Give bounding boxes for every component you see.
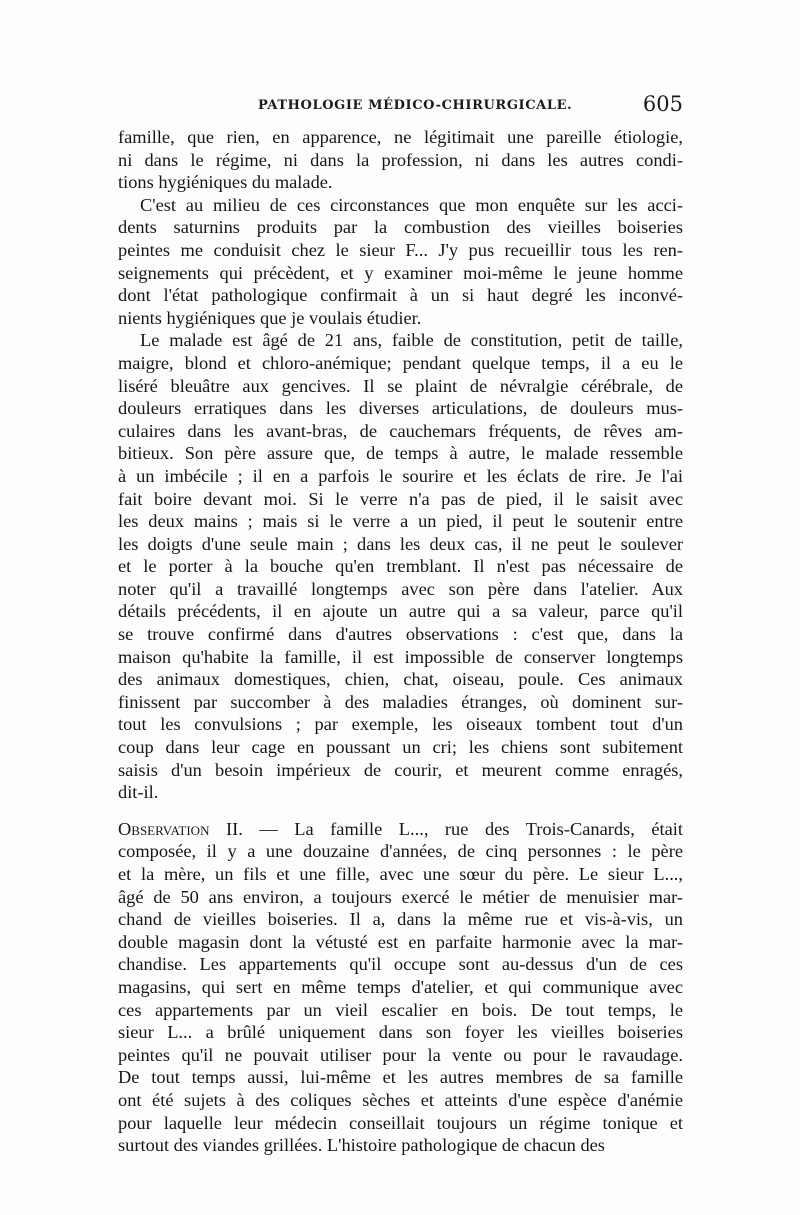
running-title: PATHOLOGIE MÉDICO-CHIRURGICALE. (258, 98, 573, 113)
paragraph (118, 194, 683, 330)
paragraph (118, 329, 683, 803)
text-line: fait boire devant moi. Si le verre n'a pas de pied, il le saisit avec (118, 488, 683, 509)
text-line: culaires dans les avant-bras, de cauchemars fréquents, de rêves am- (118, 420, 683, 441)
text-line: chandise. Les appartements qu'il occupe sont au-dessus d'un de ces (118, 954, 683, 975)
text-line: et le porter à la bouche qu'en tremblant. Il n'est pas nécessaire de (118, 556, 683, 577)
text-line: des animaux domestiques, chien, chat, oiseau, poule. Ces animaux (118, 669, 683, 690)
text-line: à un imbécile ; il en a parfois le sourire et les éclats de rire. Je l'ai (118, 465, 683, 486)
text-line: tout les convulsions ; par exemple, les oiseaux tombent tout d'un (118, 714, 683, 735)
text-line: liséré bleuâtre aux gencives. Il se plaint de névralgie cérébrale, de (118, 375, 683, 396)
text-line: magasins, qui sert en même temps d'atelier, et qui communique avec (118, 976, 683, 997)
text-line: sieur L... a brûlé uniquement dans son foyer les vieilles boiseries (118, 1022, 683, 1043)
text-line: se trouve confirmé dans d'autres observations : c'est que, dans la (118, 624, 683, 645)
observation-heading: Observation II. (118, 818, 243, 839)
text-line: peintes qu'il ne pouvait utiliser pour la vente ou pour le ravaudage. (118, 1044, 683, 1065)
text-line: pour laquelle leur médecin conseillait toujours un régime tonique et (118, 1112, 683, 1133)
text-line: les doigts d'une seule main ; dans les deux cas, il ne peut le soulever (118, 533, 683, 554)
text-line: ces appartements par un vieil escalier en bois. De tout temps, le (118, 999, 683, 1020)
text-line: saisis d'un besoin impérieux de courir, et meurent comme enragés, (118, 759, 683, 780)
text-line: double magasin dont la vétusté est en parfaite harmonie avec la mar- (118, 931, 683, 952)
text-line: et la mère, un fils et une fille, avec une sœur du père. Le sieur L..., (118, 864, 683, 884)
text-line: nients hygiéniques que je voulais étudier. (118, 307, 422, 328)
paragraph (118, 818, 683, 1157)
text-line: famille, que rien, en apparence, ne légitimait une pareille étiologie, (118, 127, 683, 147)
text-line: peintes me conduisit chez le sieur F... J'y pus recueillir tous les ren- (118, 239, 683, 260)
text-line (118, 818, 683, 841)
text-line: ni dans le régime, ni dans la profession, ni dans les autres condi- (118, 149, 683, 170)
text-line: surtout des viandes grillées. L'histoire pathologique de chacun des (118, 1135, 605, 1156)
text-line-rest: — La famille L..., rue des Trois-Canards, était (242, 818, 683, 839)
text-line: De tout temps aussi, lui-même et les autres membres de sa famille (118, 1067, 683, 1088)
paragraph-gap (118, 804, 683, 818)
text-line: maison qu'habite la famille, il est impossible de conserver longtemps (118, 646, 683, 667)
text-line: C'est au milieu de ces circonstances que mon enquête sur les acci- (140, 194, 683, 215)
text-line: les deux mains ; mais si le verre a un pied, il peut le soutenir entre (118, 511, 683, 532)
text-line: noter qu'il a travaillé longtemps avec son père dans l'atelier. Aux (118, 578, 683, 599)
text-line: âgé de 50 ans environ, a toujours exercé le métier de menuisier mar- (118, 886, 683, 907)
text-line: détails précédents, il en ajoute un autre qui a sa valeur, parce qu'il (118, 601, 683, 622)
text-line: bitieux. Son père assure que, de temps à autre, le malade ressemble (118, 443, 683, 464)
text-line: tions hygiéniques du malade. (118, 172, 333, 193)
text-line: composée, il y a une douzaine d'années, de cinq personnes : le père (118, 841, 683, 862)
text-line: dit-il. (118, 782, 159, 803)
text-line: finissent par succomber à des maladies étranges, où dominent sur- (118, 691, 683, 712)
paragraph (118, 126, 683, 194)
text-line: coup dans leur cage en poussant un cri; les chiens sont subitement (118, 737, 683, 758)
text-line: ont été sujets à des coliques sèches et atteints d'une espèce d'anémie (118, 1089, 683, 1110)
text-line: dents saturnins produits par la combustion des vieilles boiseries (118, 217, 683, 238)
text-line: chand de vieilles boiseries. Il a, dans la même rue et vis-à-vis, un (118, 909, 683, 930)
text-line: Le malade est âgé de 21 ans, faible de constitution, petit de taille, (140, 330, 683, 351)
text-line: dont l'état pathologique confirmait à un si haut degré les inconvé- (118, 285, 683, 306)
text-line: seignements qui précèdent, et y examiner moi-même le jeune homme (118, 262, 683, 283)
body-text (118, 126, 683, 1157)
text-line: douleurs erratiques dans les diverses articulations, de douleurs mus- (118, 398, 683, 419)
page-number: 605 (642, 92, 683, 116)
text-line: maigre, blond et chloro-anémique; pendant quelque temps, il a eu le (118, 352, 683, 373)
running-head (118, 94, 683, 118)
